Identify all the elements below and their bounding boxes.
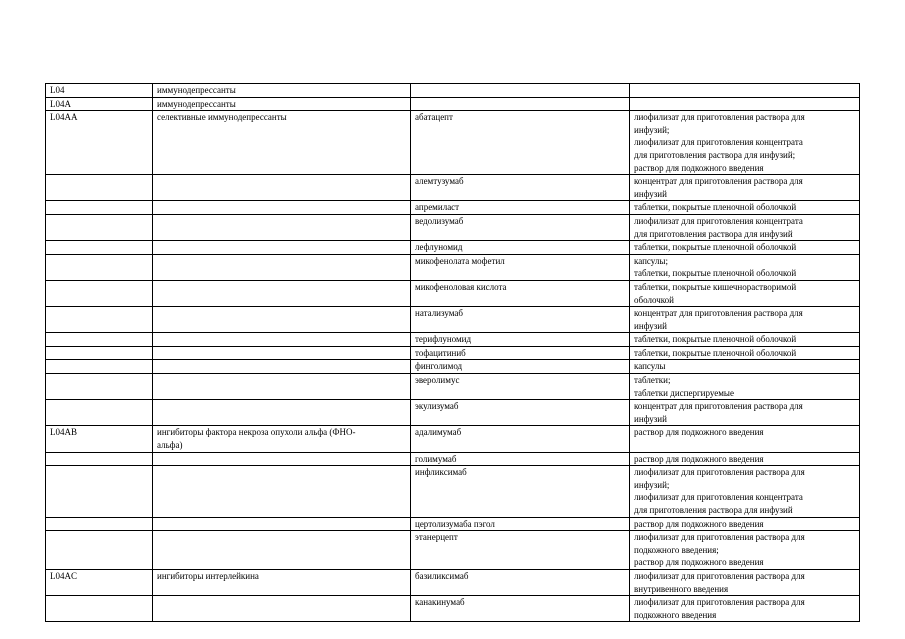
group-name-cell	[153, 307, 411, 333]
group-name-cell: иммунодепрессанты	[153, 84, 411, 98]
atc-code-cell	[46, 214, 153, 240]
atc-code-cell	[46, 531, 153, 570]
dosage-form-cell: концентрат для приготовления раствора для инфузий	[630, 175, 860, 201]
drug-name-cell: лефлуномид	[411, 241, 630, 255]
dosage-form-cell: таблетки, покрытые пленочной оболочкой	[630, 241, 860, 255]
drug-name-cell: экулизумаб	[411, 400, 630, 426]
dosage-form-cell: таблетки, покрытые пленочной оболочкой	[630, 201, 860, 215]
atc-code-cell	[46, 175, 153, 201]
atc-code-cell	[46, 333, 153, 347]
table-body	[46, 84, 860, 622]
group-name-cell	[153, 214, 411, 240]
group-name-cell	[153, 400, 411, 426]
group-name-cell	[153, 175, 411, 201]
table-row	[46, 84, 860, 98]
atc-code-cell	[46, 374, 153, 400]
group-name-cell	[153, 517, 411, 531]
dosage-form-cell: раствор для подкожного введения	[630, 452, 860, 466]
drug-name-cell: финголимод	[411, 360, 630, 374]
drug-name-cell: адалимумаб	[411, 426, 630, 452]
atc-code-cell	[46, 346, 153, 360]
table-row	[46, 596, 860, 622]
table-row	[46, 97, 860, 111]
table-row	[46, 346, 860, 360]
dosage-form-cell: лиофилизат для приготовления раствора для подкожного введения; раствор для подкожного введения	[630, 531, 860, 570]
table-row	[46, 400, 860, 426]
atc-code-cell	[46, 307, 153, 333]
group-name-cell	[153, 360, 411, 374]
table-row	[46, 426, 860, 452]
atc-code-cell: L04A	[46, 97, 153, 111]
group-name-cell	[153, 531, 411, 570]
drug-name-cell: апремиласт	[411, 201, 630, 215]
dosage-form-cell: раствор для подкожного введения	[630, 517, 860, 531]
group-name-cell	[153, 452, 411, 466]
group-name-cell	[153, 333, 411, 347]
table-row	[46, 452, 860, 466]
atc-code-cell	[46, 254, 153, 280]
drug-name-cell: микофеноловая кислота	[411, 280, 630, 306]
drug-name-cell: этанерцепт	[411, 531, 630, 570]
atc-code-cell	[46, 466, 153, 517]
dosage-form-cell: таблетки, покрытые кишечнорастворимой оболочкой	[630, 280, 860, 306]
drug-name-cell	[411, 97, 630, 111]
drug-name-cell: терифлуномид	[411, 333, 630, 347]
atc-code-cell: L04AC	[46, 569, 153, 595]
group-name-cell: ингибиторы интерлейкина	[153, 569, 411, 595]
group-name-cell: ингибиторы фактора некроза опухоли альфа (ФНО- альфа)	[153, 426, 411, 452]
table-row	[46, 360, 860, 374]
dosage-form-cell: лиофилизат для приготовления раствора для инфузий; лиофилизат для приготовления концентрата для приготовления раствора для инфузий; раствор для подкожного введения	[630, 111, 860, 175]
atc-code-cell	[46, 360, 153, 374]
atc-code-cell: L04AB	[46, 426, 153, 452]
drug-name-cell: голимумаб	[411, 452, 630, 466]
table-row	[46, 111, 860, 175]
drug-name-cell: инфликсимаб	[411, 466, 630, 517]
group-name-cell	[153, 241, 411, 255]
dosage-form-cell: раствор для подкожного введения	[630, 426, 860, 452]
atc-code-cell	[46, 452, 153, 466]
drug-name-cell: канакинумаб	[411, 596, 630, 622]
drug-name-cell	[411, 84, 630, 98]
table-row	[46, 466, 860, 517]
atc-code-cell	[46, 517, 153, 531]
table-row	[46, 333, 860, 347]
group-name-cell	[153, 374, 411, 400]
table-row	[46, 374, 860, 400]
drug-name-cell: цертолизумаба пэгол	[411, 517, 630, 531]
table-row	[46, 214, 860, 240]
dosage-form-cell: капсулы	[630, 360, 860, 374]
table-row	[46, 280, 860, 306]
drug-name-cell: натализумаб	[411, 307, 630, 333]
group-name-cell	[153, 596, 411, 622]
dosage-form-cell	[630, 84, 860, 98]
group-name-cell	[153, 280, 411, 306]
drug-name-cell: абатацепт	[411, 111, 630, 175]
group-name-cell	[153, 466, 411, 517]
drug-name-cell: алемтузумаб	[411, 175, 630, 201]
dosage-form-cell: лиофилизат для приготовления раствора для инфузий; лиофилизат для приготовления концентрата для приготовления раствора для инфузий	[630, 466, 860, 517]
dosage-form-cell: таблетки, покрытые пленочной оболочкой	[630, 346, 860, 360]
dosage-form-cell: таблетки, покрытые пленочной оболочкой	[630, 333, 860, 347]
table-row	[46, 307, 860, 333]
drug-name-cell: базиликсимаб	[411, 569, 630, 595]
table-row	[46, 241, 860, 255]
atc-code-cell	[46, 400, 153, 426]
dosage-form-cell: концентрат для приготовления раствора для инфузий	[630, 307, 860, 333]
dosage-form-cell: капсулы; таблетки, покрытые пленочной оболочкой	[630, 254, 860, 280]
drug-classification-table	[45, 83, 860, 622]
dosage-form-cell: лиофилизат для приготовления раствора для внутривенного введения	[630, 569, 860, 595]
dosage-form-cell	[630, 97, 860, 111]
dosage-form-cell: концентрат для приготовления раствора для инфузий	[630, 400, 860, 426]
drug-name-cell: ведолизумаб	[411, 214, 630, 240]
table-row	[46, 201, 860, 215]
group-name-cell	[153, 201, 411, 215]
table-row	[46, 517, 860, 531]
atc-code-cell: L04AA	[46, 111, 153, 175]
dosage-form-cell: таблетки; таблетки диспергируемые	[630, 374, 860, 400]
group-name-cell	[153, 254, 411, 280]
drug-name-cell: микофенолата мофетил	[411, 254, 630, 280]
atc-code-cell	[46, 241, 153, 255]
table-row	[46, 569, 860, 595]
atc-code-cell	[46, 201, 153, 215]
group-name-cell	[153, 346, 411, 360]
table-row	[46, 175, 860, 201]
atc-code-cell: L04	[46, 84, 153, 98]
drug-name-cell: эверолимус	[411, 374, 630, 400]
drug-name-cell: тофацитиниб	[411, 346, 630, 360]
atc-code-cell	[46, 280, 153, 306]
atc-code-cell	[46, 596, 153, 622]
dosage-form-cell: лиофилизат для приготовления концентрата для приготовления раствора для инфузий	[630, 214, 860, 240]
table-row	[46, 254, 860, 280]
group-name-cell: иммунодепрессанты	[153, 97, 411, 111]
table-row	[46, 531, 860, 570]
group-name-cell: селективные иммунодепрессанты	[153, 111, 411, 175]
dosage-form-cell: лиофилизат для приготовления раствора для подкожного введения	[630, 596, 860, 622]
